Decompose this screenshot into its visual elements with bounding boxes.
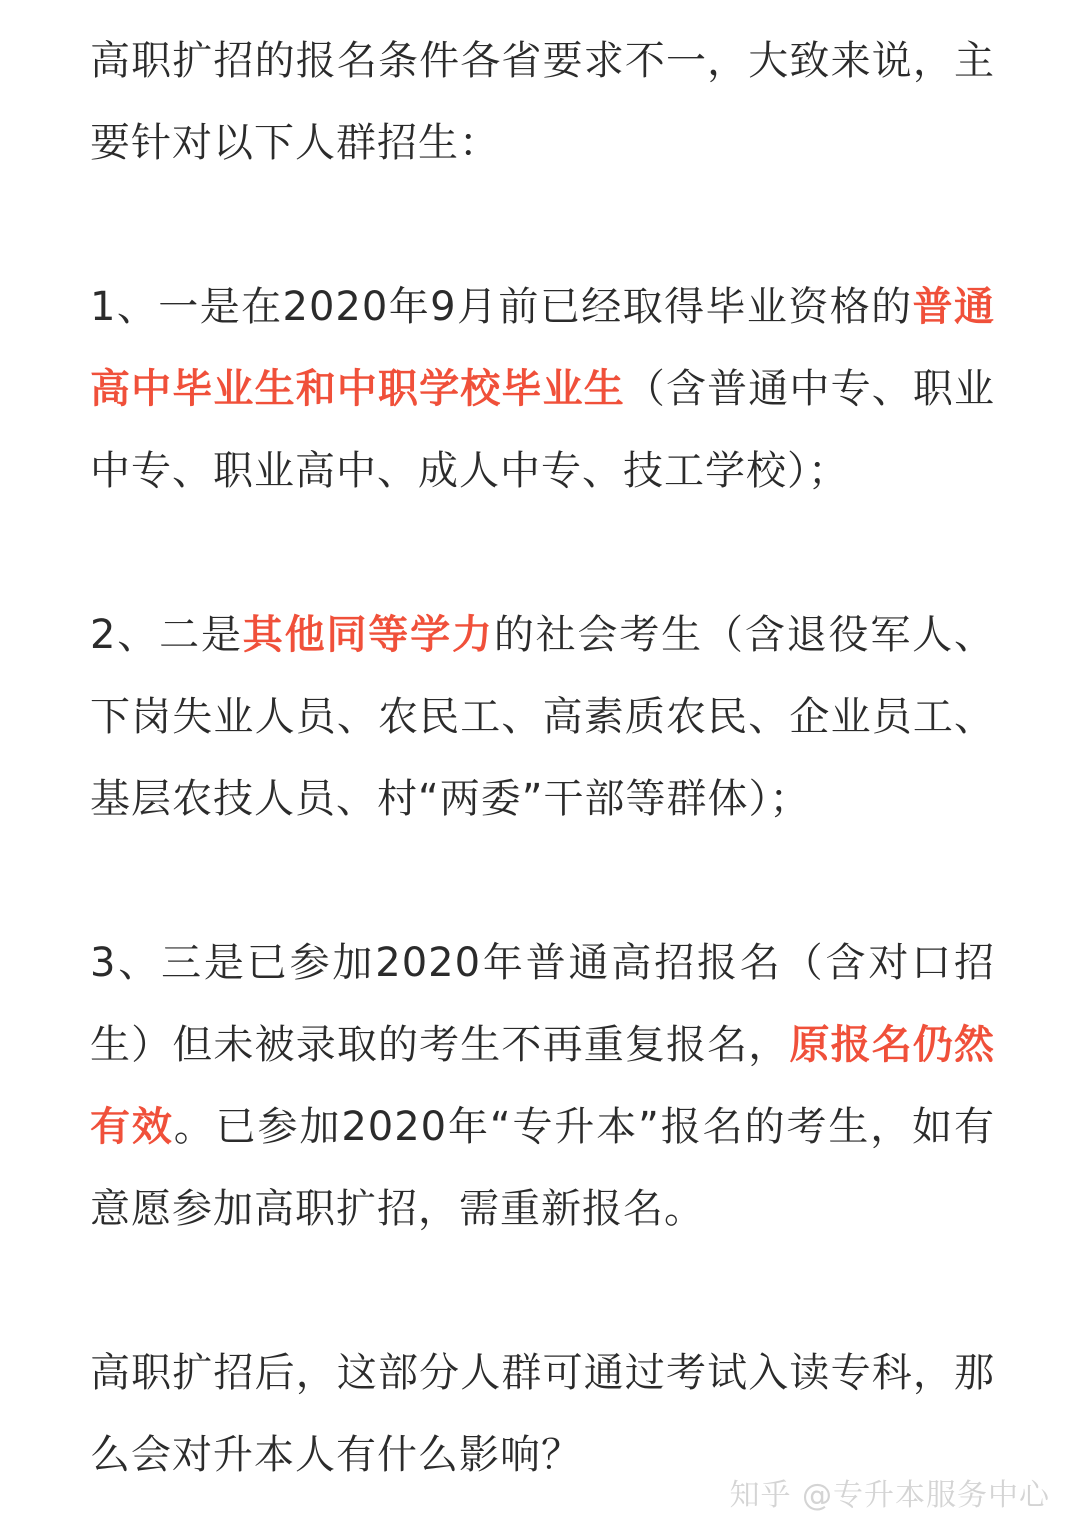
item-1-highlight: 普通高中毕业生和中职学校毕业生 — [90, 284, 995, 412]
item-2-paragraph — [90, 594, 995, 840]
paragraph-spacer — [90, 184, 995, 266]
item-2-highlight: 其他同等学力 — [242, 612, 494, 658]
paragraph-spacer — [90, 512, 995, 594]
item-1-prefix: 1、一是在2020年9月前已经取得毕业资格的 — [90, 284, 913, 330]
zhihu-watermark: 知乎 @专升本服务中心 — [729, 1478, 1050, 1513]
item-2-prefix: 2、二是 — [90, 612, 243, 658]
item-1-paragraph — [90, 266, 995, 512]
item-3-prefix: 3、三是已参加2020年普通高招报名（含对口招生）但未被录取的考生不再重复报名， — [90, 940, 995, 1068]
paragraph-spacer — [90, 1250, 995, 1332]
item-3-highlight: 原报名仍然有效 — [90, 1022, 996, 1150]
closing-text: 高职扩招后，这部分人群可通过考试入读专科，那么会对升本人有什么影响？ — [90, 1350, 995, 1478]
paragraph-spacer — [90, 840, 995, 922]
item-3-paragraph — [90, 922, 995, 1250]
intro-paragraph — [90, 20, 995, 184]
item-1-suffix: （含普通中专、职业中专、职业高中、成人中专、技工学校）； — [90, 366, 996, 494]
item-2-suffix: 的社会考生（含退役军人、下岗失业人员、农民工、高素质农民、企业员工、基层农技人员、村“两委”干部等群体）； — [90, 612, 996, 822]
article-body — [90, 20, 995, 1496]
item-3-suffix: 。已参加2020年“专升本”报名的考生，如有意愿参加高职扩招，需重新报名。 — [90, 1104, 995, 1232]
intro-text: 高职扩招的报名条件各省要求不一，大致来说，主要针对以下人群招生： — [90, 38, 995, 166]
